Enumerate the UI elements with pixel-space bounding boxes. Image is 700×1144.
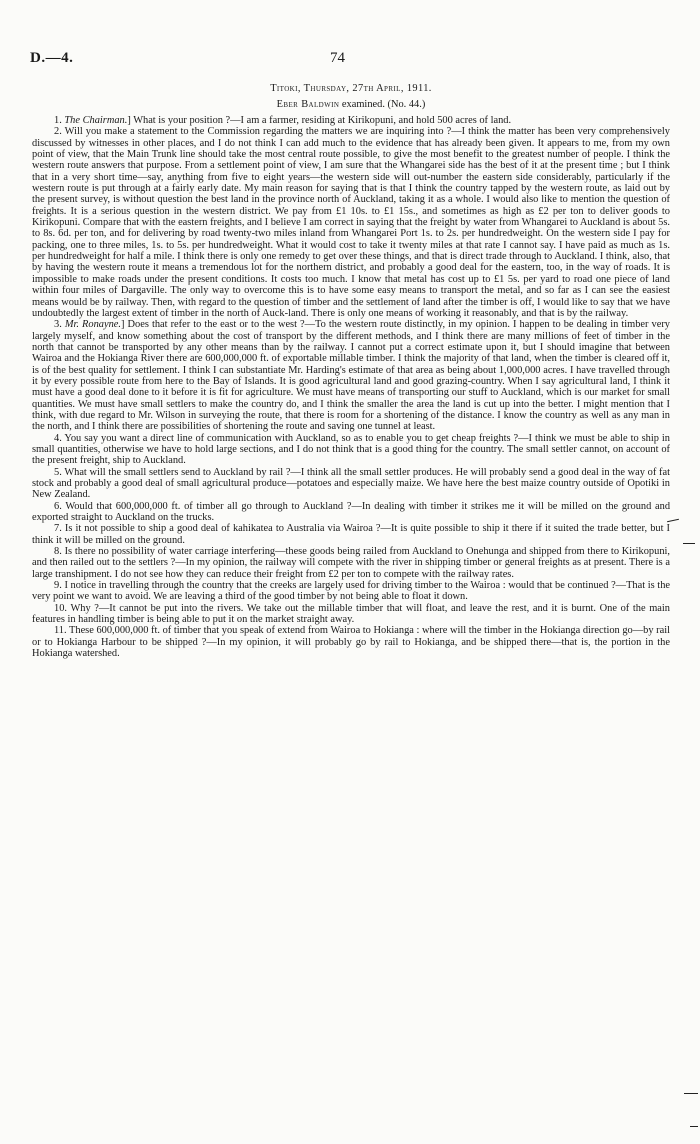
paragraph-number: 4.	[54, 432, 65, 444]
paragraph-text: Is there no possibility of water carriage interfering—these goods being railed from Auckland to Onehunga and shipped from there to Kirikopuni, and then railed out to the settlers ?—In my opinion, the railway will compete with the river in shipping timber or general freights as at present. There is a large transhipment. I do not see how they can reduce their freight from £2 per ton to compete with the railway rates.	[32, 546, 670, 580]
paragraph-number: 1.	[54, 115, 65, 126]
witness-name: Eber Baldwin	[276, 99, 340, 110]
paragraph-number: 10.	[54, 602, 71, 614]
testimony-paragraph	[32, 433, 670, 467]
paragraph-text: These 600,000,000 ft. of timber that you speak of extend from Wairoa to Hokianga : where will the timber in the Hokianga direction go—by rail or to Hokianga Harbour to be shipped ?—In my opinion, it will probably go by rail to Hokianga, and be shipped there—that is, the portion in the Hokianga watershed.	[32, 625, 670, 660]
testimony-paragraphs	[32, 115, 670, 660]
paragraph-text: Why ?—It cannot be put into the rivers. We take out the millable timber that will float, and leave the rest, and it is burnt. One of the main features in handling timber is being able to put it on the market straight away.	[32, 602, 671, 626]
margin-mark	[683, 543, 695, 544]
paragraph-number: 2.	[54, 126, 65, 138]
paragraph-number: 5.	[54, 466, 65, 478]
page-content	[32, 81, 670, 660]
paragraph-text: What will the small settlers send to Auckland by rail ?—I think all the small settler produces. He will probably send a good deal in the way of fat stock and probably a good deal of small agricultural produce—potatoes and especially maize. We have here the best maize country outside of Opotiki in New Zealand.	[32, 466, 671, 501]
paragraph-number: 11.	[54, 625, 70, 637]
paragraph-number: 3.	[54, 319, 65, 331]
speaker-name: The Chairman.	[64, 115, 128, 126]
paragraph-text: ] What is your position ?—I am a farmer, residing at Kirikopuni, and hold 500 acres of land.	[127, 115, 512, 126]
paragraph-number: 8.	[54, 546, 65, 558]
paragraph-text: I notice in travelling through the country that the creeks are largely used for driving timber to the Wairoa : would that be continued ?—That is the very point we want to avoid. We are leaving a third of the good timber by not being able to float it down.	[32, 580, 671, 603]
margin-mark	[690, 1126, 698, 1127]
speaker-name: Mr. Ronayne.	[64, 319, 122, 331]
testimony-paragraph	[32, 603, 670, 626]
witness-heading	[32, 97, 670, 112]
paragraph-number: 7.	[54, 523, 65, 535]
paragraph-text: Would that 600,000,000 ft. of timber all go through to Auckland ?—In dealing with timber it strikes me it will be milled on the ground and exported straight to Auckland on the trucks.	[32, 500, 671, 524]
paragraph-number: 6.	[54, 500, 66, 512]
witness-note: examined. (No. 44.)	[339, 99, 426, 110]
testimony-paragraph	[32, 126, 670, 319]
testimony-paragraph	[32, 319, 670, 432]
testimony-paragraph	[32, 501, 670, 524]
testimony-paragraph	[32, 580, 670, 603]
testimony-paragraph	[32, 523, 670, 546]
paragraph-text: You say you want a direct line of communication with Auckland, so as to enable you to get cheap freights ?—I think we must be able to ship in small quantities, otherwise we have to hold large sections, and I do not think that is a good thing for the country. The small settler cannot, on account of the present freight, ship to Auckland.	[32, 432, 670, 467]
testimony-paragraph	[32, 546, 670, 580]
testimony-paragraph	[32, 467, 670, 501]
paragraph-text: ] Does that refer to the east or to the west ?—To the western route distinctly, in my opinion. I happen to be dealing in timber very largely myself, and know something about the cost of transport by the different methods, and I think there are many millions of feet of timber in the north that cannot be transported by any other means than by the railway. I cannot put a correct estimate upon it, but I should imagine that between Wairoa and the Hokianga River there are 600,000,000 ft. of exportable millable timber. I think the majority of that land, when the timber is cleared off it, is of the best quality for settlement. I think I can substantiate Mr. Harding's estimate of that area as being about 1,000,000 acres. I have travelled through it by every possible route from here to the Bay of Islands. It is good agricultural land and good grazing-country. When I say agricultural land, I think it must have a good deal done to it before it is fit for agriculture. We must have means of transporting our stuff to Auckland, which is our market for small quantities. We must have small settlers to make the country do, and I think the smaller the area the land is cut up into the better. I might mention that I think, with due regard to Mr. Wilson in surveying the route, that there is room for a shortening of the distance. I know the country as well as any man in the north, and I think there are possibilities of shortening the route and saving one tunnel at least.	[32, 319, 670, 433]
page-number: 74	[330, 50, 345, 66]
paragraph-text: Is it not possible to ship a good deal of kahikatea to Australia via Wairoa ?—It is quite possible to ship it there if it suited the trade better, but I think it will be milled on the ground.	[32, 523, 671, 546]
testimony-paragraph	[32, 115, 670, 126]
margin-mark	[684, 1093, 698, 1094]
paragraph-number: 9.	[54, 580, 65, 592]
paragraph-text: Will you make a statement to the Commission regarding the matters we are inquiring into ?—I think the matter has been very comprehensively discussed by witnesses in other places, and I do not think I can add much to the evidence that has already been given. It appears to me, from my own point of view, that the Main Trunk line should take the most central route possible, to give the most benefit to the greatest number of people. I think the western route answers that purpose. From a settlement point of view, I am sure that the Whangarei side has the best of it at the present time ; but I think that in a very short time—say, anything from five to eight years—the western side will out-number the eastern side considerably, particularly if the western route is put through at a fairly early date. My main reason for saying that is that I think the country tapped by the western route, as laid out by the present survey, is without question the best land in the province north of Auckland, taking it as a whole. I would also like to mention the question of freights. It is a serious question in the western district. We pay from £1 10s. to £1 15s., and sometimes as high as £2 per ton to deliver goods to Kirikopuni. Compare that with the eastern freights, and I believe I am correct in saying that the freight by water from Whangarei to Auckland is about 5s. to 8s. 6d. per ton, and for delivering by road twenty-two miles inland from Whangarei Port 1s. to 2s. per hundredweight. On the western side I pay for packing, one to three miles, 1s. to 5s. per hundredweight. What it would cost to take it twenty miles at that rate I cannot say. I have paid as much as 1s. per hundredweight for half a mile. I think there is only one remedy to get over these things, and that is direct trade through to Auckland. I think, also, that by having the western route it means a tremendous lot for the northern district, and probably a good deal for the eastern, too, in the way of roads. It is impossible to make roads under the present conditions. It costs too much. I know that metal has cost up to £1 5s. per yard to road one piece of land within four miles of Dargaville. The only way to overcome this is to have some easy means to transport the metal, and so far as I can see the easiest means would be by railway. Then, with regard to the question of timber and the settlement of land after the timber is off, I would like to say that we have undoubtedly the largest extent of timber in the north of Auck-land. There is only one means of working it reasonably, and that is by the railway.	[32, 126, 670, 319]
testimony-paragraph	[32, 625, 670, 659]
session-heading: Titoki, Thursday, 27th April, 1911.	[270, 83, 432, 94]
document-reference: D.—4.	[30, 50, 74, 66]
